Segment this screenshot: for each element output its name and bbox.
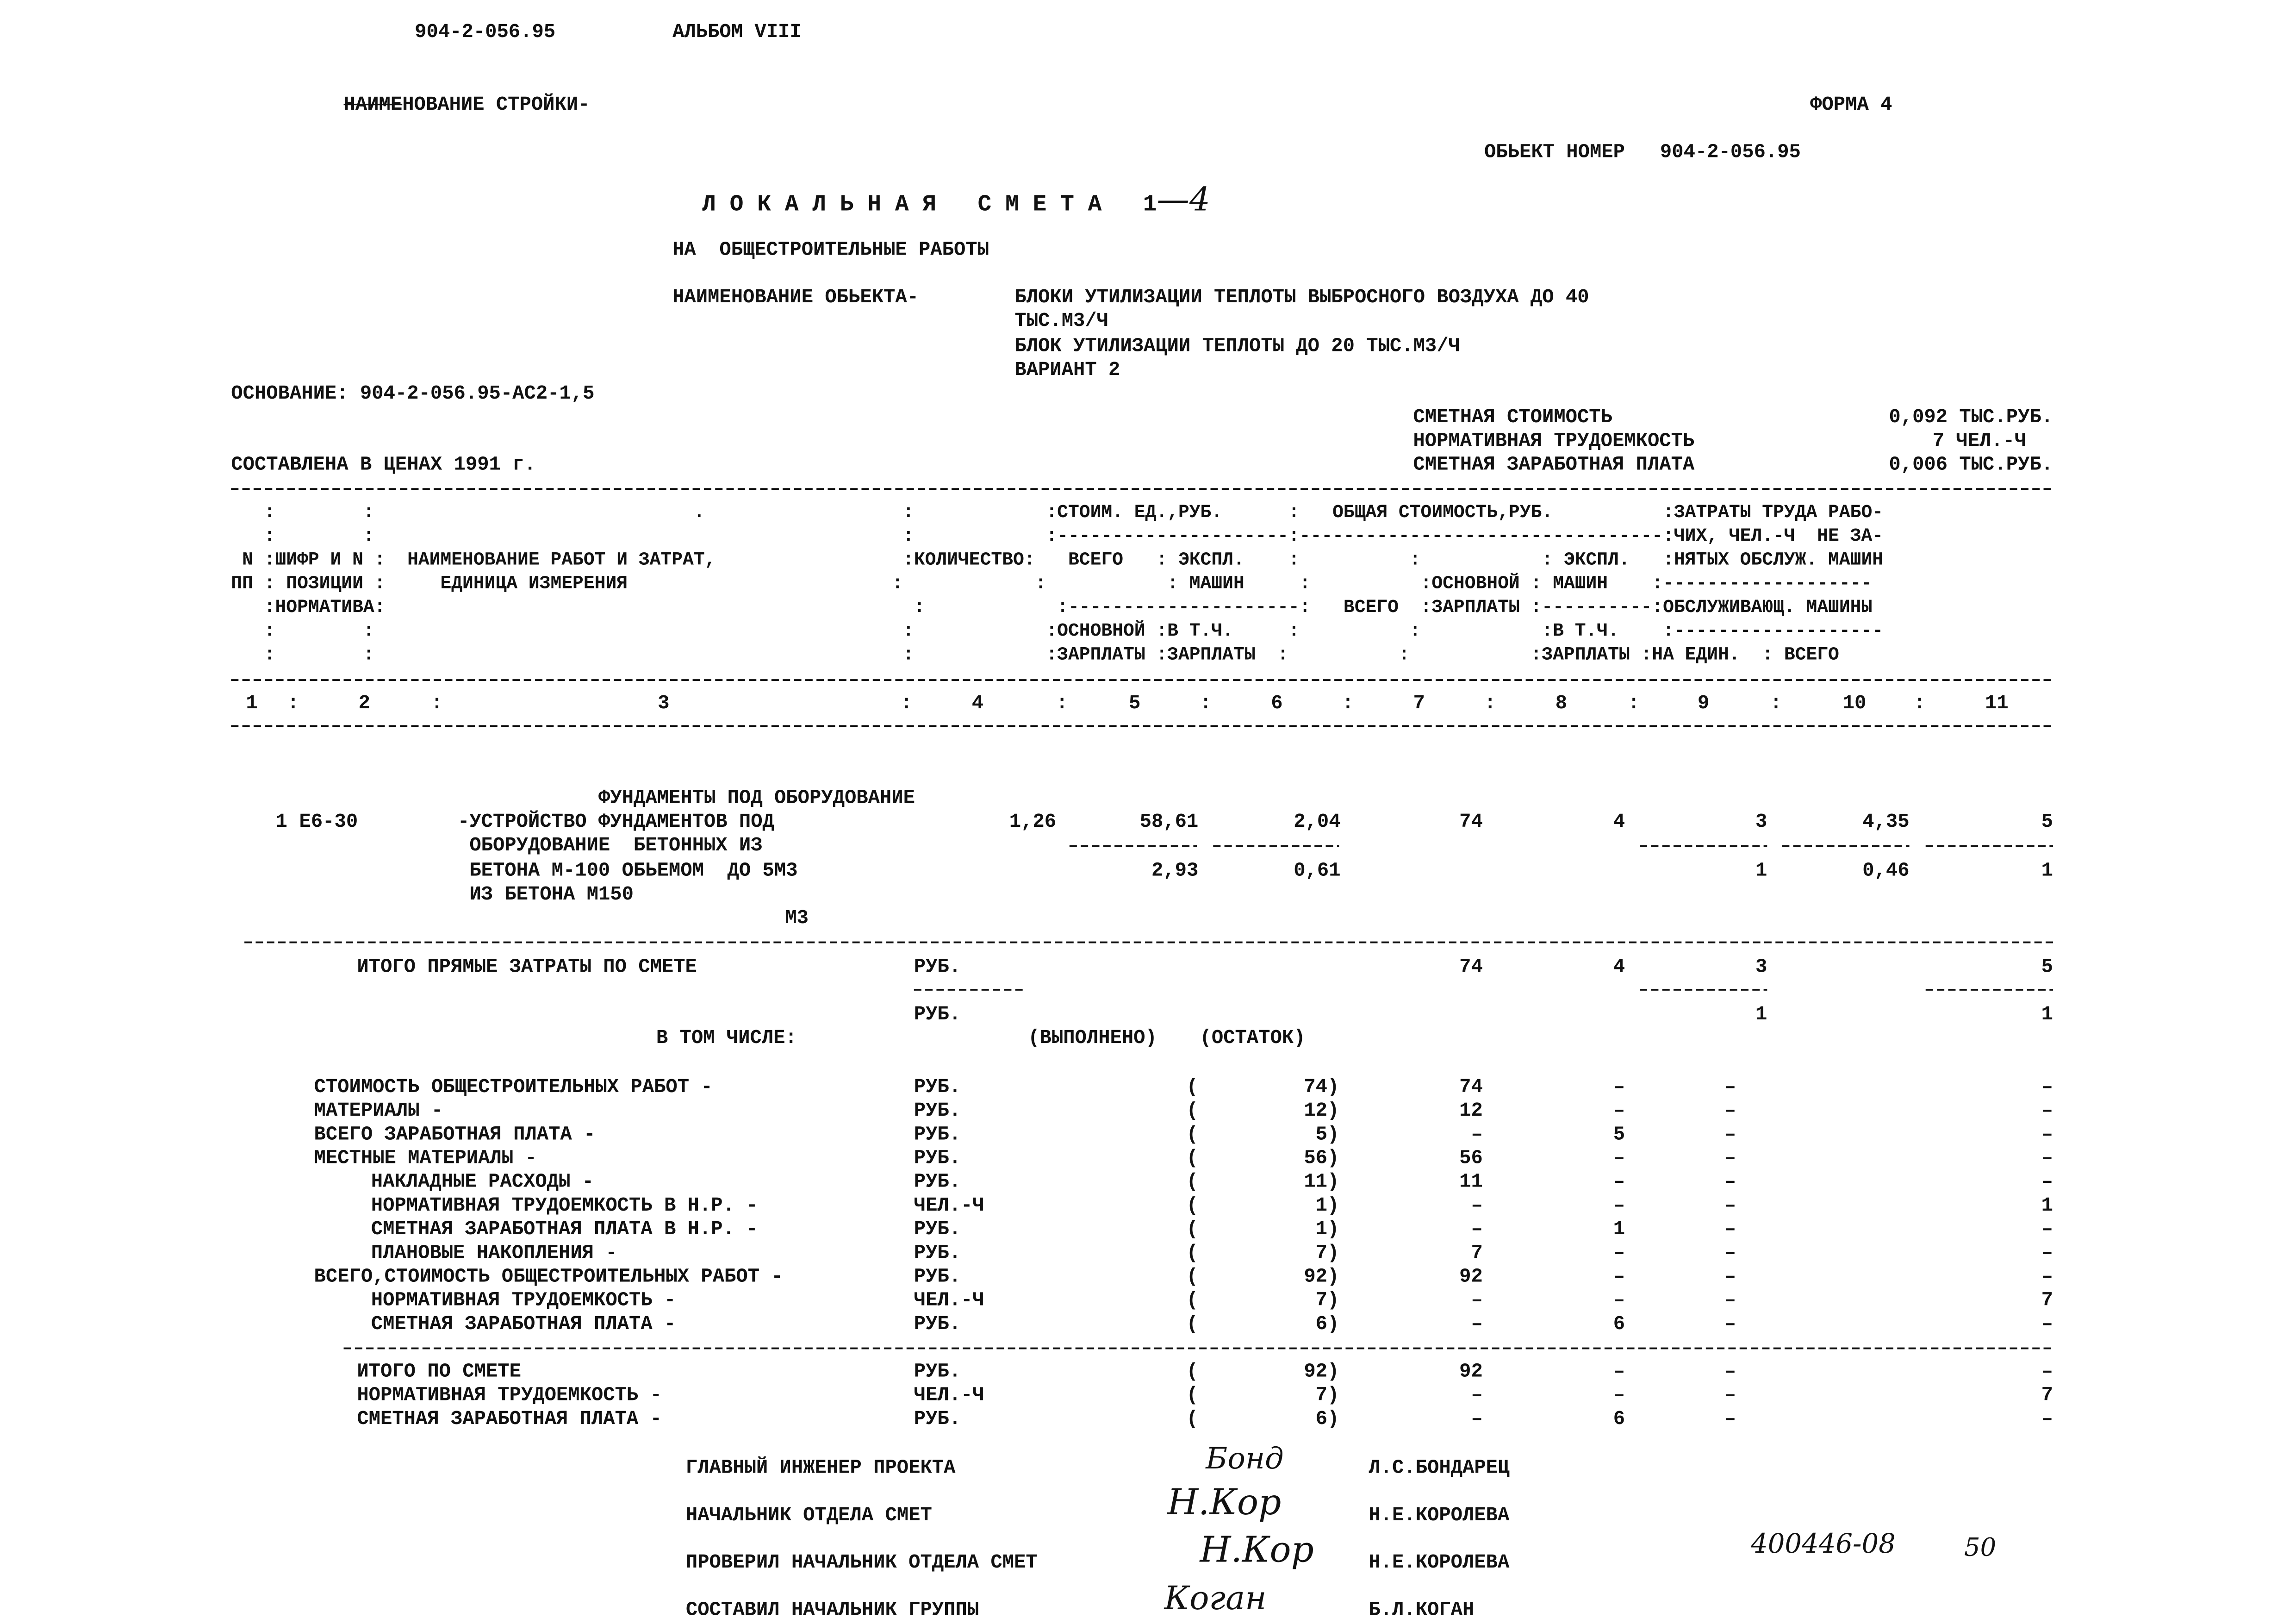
row-label: НАКЛАДНЫЕ РАСХОДЫ - bbox=[371, 1170, 594, 1193]
row-label: СМЕТНАЯ ЗАРАБОТНАЯ ПЛАТА - bbox=[357, 1407, 662, 1430]
rest-label: (ОСТАТОК) bbox=[1200, 1027, 1306, 1049]
labor-total: – bbox=[2041, 1218, 2053, 1240]
open-paren: ( bbox=[1186, 1265, 1199, 1288]
col-sep: : bbox=[1484, 692, 1496, 714]
completed-value: 7) bbox=[1315, 1289, 1339, 1312]
base-wage: – bbox=[1613, 1075, 1625, 1098]
item-unit: М3 bbox=[785, 906, 809, 929]
completed-value: 7) bbox=[1315, 1384, 1339, 1406]
total-cost: 92 bbox=[1459, 1360, 1483, 1383]
done-label: (ВЫПОЛНЕНО) bbox=[1028, 1027, 1157, 1049]
unit-machine: 2,04 bbox=[1294, 810, 1341, 833]
total-cost: – bbox=[1471, 1194, 1483, 1217]
item-number: 1 bbox=[275, 810, 287, 833]
completed-value: 12) bbox=[1304, 1099, 1339, 1122]
machine-cost: – bbox=[1724, 1289, 1736, 1312]
total-cost: – bbox=[1471, 1384, 1483, 1406]
completed-value: 7) bbox=[1315, 1242, 1339, 1264]
row-label: ИТОГО ПРЯМЫЕ ЗАТРАТЫ ПО СМЕТЕ bbox=[357, 956, 697, 978]
base-wage: 6 bbox=[1613, 1312, 1625, 1335]
work-type: НА ОБЩЕСТРОИТЕЛЬНЫЕ РАБОТЫ bbox=[672, 238, 989, 261]
base-wage: – bbox=[1613, 1242, 1625, 1264]
col-number: 5 bbox=[1128, 692, 1141, 714]
unit-total: 58,61 bbox=[1139, 810, 1199, 833]
item-desc: БЕТОНА М-100 ОБЬЕМОМ ДО 5М3 bbox=[457, 859, 798, 882]
machine-cost: – bbox=[1724, 1360, 1736, 1383]
col-number: 4 bbox=[971, 692, 984, 714]
row-label: НОРМАТИВНАЯ ТРУДОЕМКОСТЬ В Н.Р. - bbox=[371, 1194, 758, 1217]
signer-role: СОСТАВИЛ НАЧАЛЬНИК ГРУППЫ bbox=[685, 1599, 979, 1621]
col-number: 2 bbox=[358, 692, 370, 714]
base-wage: – bbox=[1613, 1384, 1625, 1406]
header-line: : : . : :СТОИМ. ЕД.,РУБ. : ОБЩАЯ СТОИМОСТЬ,РУБ. :ЗАТРАТЫ ТРУДА РАБО- bbox=[231, 502, 1884, 523]
album-label: АЛЬБОМ VIII bbox=[672, 20, 802, 43]
completed-value: 11) bbox=[1304, 1170, 1339, 1193]
col-number: 3 bbox=[658, 692, 670, 714]
open-paren: ( bbox=[1186, 1170, 1199, 1193]
labor-unit: 0,46 bbox=[1862, 859, 1910, 882]
col-sep: : bbox=[1342, 692, 1354, 714]
basis: ОСНОВАНИЕ: 904-2-056.95-АС2-1,5 bbox=[231, 382, 595, 405]
labor-unit: 4,35 bbox=[1862, 810, 1910, 833]
base-wage: 4 bbox=[1613, 956, 1625, 978]
handwritten-number: —4 bbox=[1157, 182, 1210, 219]
base-wage: 1 bbox=[1613, 1218, 1625, 1240]
row-unit: РУБ. bbox=[914, 1360, 961, 1383]
row-unit: РУБ. bbox=[914, 1003, 961, 1025]
including-label: В ТОМ ЧИСЛЕ: bbox=[656, 1027, 797, 1049]
machine-cost: 3 bbox=[1755, 810, 1767, 833]
row-label: СМЕТНАЯ ЗАРАБОТНАЯ ПЛАТА - bbox=[371, 1312, 676, 1335]
col-sep: : bbox=[1200, 692, 1212, 714]
open-paren: ( bbox=[1186, 1360, 1199, 1383]
col-number: 7 bbox=[1413, 692, 1425, 714]
base-wage: 6 bbox=[1613, 1407, 1625, 1430]
col-sep: : bbox=[431, 692, 443, 714]
machine-wage: 1 bbox=[1755, 1003, 1767, 1025]
signature-image: Н.Кор bbox=[1167, 1481, 1282, 1524]
total-cost: 56 bbox=[1459, 1147, 1483, 1169]
prices-note: СОСТАВЛЕНА В ЦЕНАХ 1991 г. bbox=[231, 453, 536, 476]
signer-name: Н.Е.КОРОЛЕВА bbox=[1369, 1504, 1510, 1526]
machine-cost: – bbox=[1724, 1242, 1736, 1264]
total-cost: 92 bbox=[1459, 1265, 1483, 1288]
summary-value: 0,092 ТЫС.РУБ. bbox=[1889, 406, 2053, 428]
machine-cost: – bbox=[1724, 1312, 1736, 1335]
total-cost: – bbox=[1471, 1218, 1483, 1240]
struck-text: НАИМЕ bbox=[343, 93, 403, 116]
labor-total: – bbox=[2041, 1265, 2053, 1288]
open-paren: ( bbox=[1186, 1384, 1199, 1406]
completed-value: 74) bbox=[1304, 1075, 1339, 1098]
row-unit: РУБ. bbox=[914, 1099, 961, 1122]
machine-cost: – bbox=[1724, 1170, 1736, 1193]
total-cost: – bbox=[1471, 1123, 1483, 1146]
completed-value: 6) bbox=[1315, 1312, 1339, 1335]
row-label: МАТЕРИАЛЫ - bbox=[314, 1099, 443, 1122]
row-label: МЕСТНЫЕ МАТЕРИАЛЫ - bbox=[314, 1147, 537, 1169]
row-label: НОРМАТИВНАЯ ТРУДОЕМКОСТЬ - bbox=[357, 1384, 662, 1406]
col-number: 1 bbox=[246, 692, 258, 714]
stamp-code: 400446-08 bbox=[1751, 1529, 1896, 1561]
open-paren: ( bbox=[1186, 1075, 1199, 1098]
row-label: ПЛАНОВЫЕ НАКОПЛЕНИЯ - bbox=[371, 1242, 617, 1264]
col-number: 11 bbox=[1985, 692, 2009, 714]
row-unit: РУБ. bbox=[914, 1242, 961, 1264]
total-cost: 7 bbox=[1471, 1242, 1483, 1264]
row-unit: РУБ. bbox=[914, 956, 961, 978]
machine-cost: – bbox=[1724, 1099, 1736, 1122]
signer-name: Н.Е.КОРОЛЕВА bbox=[1369, 1551, 1510, 1574]
col-sep: : bbox=[1914, 692, 1926, 714]
signature-image: Н.Кор bbox=[1200, 1529, 1314, 1571]
item-desc: -УСТРОЙСТВО ФУНДАМЕНТОВ ПОД bbox=[457, 810, 774, 833]
row-label: СМЕТНАЯ ЗАРАБОТНАЯ ПЛАТА В Н.Р. - bbox=[371, 1218, 758, 1240]
open-paren: ( bbox=[1186, 1407, 1199, 1430]
labor-total: – bbox=[2041, 1407, 2053, 1430]
doc-code: 904-2-056.95 bbox=[415, 20, 556, 43]
row-unit: РУБ. bbox=[914, 1218, 961, 1240]
summary-value: 7 ЧЕЛ.-Ч bbox=[1932, 430, 2027, 452]
page-number: 50 bbox=[1964, 1533, 1997, 1563]
col-number: 8 bbox=[1555, 692, 1568, 714]
open-paren: ( bbox=[1186, 1289, 1199, 1312]
col-number: 10 bbox=[1842, 692, 1867, 714]
base-wage: 4 bbox=[1613, 810, 1625, 833]
object-line: БЛОК УТИЛИЗАЦИИ ТЕПЛОТЫ ДО 20 ТЫС.М3/Ч bbox=[1014, 335, 1460, 357]
item-desc: ИЗ БЕТОНА М150 bbox=[457, 883, 634, 906]
open-paren: ( bbox=[1186, 1312, 1199, 1335]
labor-total: 1 bbox=[2041, 859, 2053, 882]
signer-name: Л.С.БОНДАРЕЦ bbox=[1369, 1456, 1510, 1479]
row-unit: РУБ. bbox=[914, 1075, 961, 1098]
completed-value: 56) bbox=[1304, 1147, 1339, 1169]
base-wage: 5 bbox=[1613, 1123, 1625, 1146]
object-line: БЛОКИ УТИЛИЗАЦИИ ТЕПЛОТЫ ВЫБРОСНОГО ВОЗДУХА ДО 40 bbox=[1014, 286, 1589, 308]
header-line: : : : :---------------------:---------------------------------:ЧИХ, ЧЕЛ.-Ч НЕ ЗА- bbox=[231, 526, 1884, 547]
machine-cost: – bbox=[1724, 1218, 1736, 1240]
row-unit: ЧЕЛ.-Ч bbox=[914, 1289, 984, 1312]
row-unit: ЧЕЛ.-Ч bbox=[914, 1194, 984, 1217]
header-line: N :ШИФР И N : НАИМЕНОВАНИЕ РАБОТ И ЗАТРАТ, :КОЛИЧЕСТВО: ВСЕГО : ЭКСПЛ. : : : ЭКСПЛ. :НЯТЫХ ОБСЛУЖ. МАШИН bbox=[231, 550, 1884, 571]
completed-value: 6) bbox=[1315, 1407, 1339, 1430]
item-code: Е6-30 bbox=[299, 810, 358, 833]
base-wage: – bbox=[1613, 1099, 1625, 1122]
machine-cost: – bbox=[1724, 1194, 1736, 1217]
open-paren: ( bbox=[1186, 1123, 1199, 1146]
row-label: ВСЕГО ЗАРАБОТНАЯ ПЛАТА - bbox=[314, 1123, 596, 1146]
col-number: 9 bbox=[1697, 692, 1710, 714]
open-paren: ( bbox=[1186, 1099, 1199, 1122]
row-unit: РУБ. bbox=[914, 1312, 961, 1335]
labor-total: – bbox=[2041, 1075, 2053, 1098]
signature-image: Бонд bbox=[1206, 1440, 1284, 1476]
base-wage: – bbox=[1613, 1194, 1625, 1217]
header-line: : : : :ЗАРПЛАТЫ :ЗАРПЛАТЫ : : :ЗАРПЛАТЫ :НА ЕДИН. : ВСЕГО bbox=[231, 644, 1839, 666]
row-label: НОРМАТИВНАЯ ТРУДОЕМКОСТЬ - bbox=[371, 1289, 676, 1312]
labor-total: – bbox=[2041, 1147, 2053, 1169]
row-label: ИТОГО ПО СМЕТЕ bbox=[357, 1360, 521, 1383]
object-line: ТЫС.М3/Ч bbox=[1014, 309, 1109, 332]
summary-label: СМЕТНАЯ СТОИМОСТЬ bbox=[1413, 406, 1613, 428]
total-cost: 74 bbox=[1459, 1075, 1483, 1098]
summary-label: НОРМАТИВНАЯ ТРУДОЕМКОСТЬ bbox=[1413, 430, 1695, 452]
total-cost: – bbox=[1471, 1312, 1483, 1335]
col-sep: : bbox=[1056, 692, 1068, 714]
row-unit: РУБ. bbox=[914, 1147, 961, 1169]
row-unit: ЧЕЛ.-Ч bbox=[914, 1384, 984, 1406]
open-paren: ( bbox=[1186, 1242, 1199, 1264]
total-cost: 12 bbox=[1459, 1099, 1483, 1122]
labor-total: – bbox=[2041, 1099, 2053, 1122]
signer-role: ПРОВЕРИЛ НАЧАЛЬНИК ОТДЕЛА СМЕТ bbox=[685, 1551, 1038, 1574]
row-unit: РУБ. bbox=[914, 1407, 961, 1430]
header-line: : : : :ОСНОВНОЙ :В Т.Ч. : : :В Т.Ч. :------------------- bbox=[231, 621, 1884, 642]
labor-total: 5 bbox=[2041, 810, 2053, 833]
item-desc: ОБОРУДОВАНИЕ БЕТОННЫХ ИЗ bbox=[457, 834, 763, 856]
row-unit: РУБ. bbox=[914, 1123, 961, 1146]
base-wage: – bbox=[1613, 1360, 1625, 1383]
signer-role: ГЛАВНЫЙ ИНЖЕНЕР ПРОЕКТА bbox=[685, 1456, 956, 1479]
signer-role: НАЧАЛЬНИК ОТДЕЛА СМЕТ bbox=[685, 1504, 932, 1526]
labor-total: 1 bbox=[2041, 1194, 2053, 1217]
completed-value: 1) bbox=[1315, 1218, 1339, 1240]
labor-total: 7 bbox=[2041, 1289, 2053, 1312]
summary-label: СМЕТНАЯ ЗАРАБОТНАЯ ПЛАТА bbox=[1413, 453, 1695, 476]
row-unit: РУБ. bbox=[914, 1170, 961, 1193]
header-line: :НОРМАТИВА: : :---------------------: ВСЕГО :ЗАРПЛАТЫ :----------:ОБСЛУЖИВАЮЩ. МАШИНЫ bbox=[231, 597, 1873, 618]
labor-total: – bbox=[2041, 1170, 2053, 1193]
col-sep: : bbox=[1628, 692, 1640, 714]
section-title: ФУНДАМЕНТЫ ПОД ОБОРУДОВАНИЕ bbox=[598, 787, 915, 809]
col-sep: : bbox=[900, 692, 913, 714]
col-sep: : bbox=[287, 692, 299, 714]
form-label: ФОРМА 4 bbox=[1810, 93, 1892, 116]
row-label: СТОИМОСТЬ ОБЩЕСТРОИТЕЛЬНЫХ РАБОТ - bbox=[314, 1075, 713, 1098]
labor-total: – bbox=[2041, 1242, 2053, 1264]
summary-value: 0,006 ТЫС.РУБ. bbox=[1889, 453, 2053, 476]
completed-value: 92) bbox=[1304, 1265, 1339, 1288]
machine-cost: – bbox=[1724, 1384, 1736, 1406]
signer-name: Б.Л.КОГАН bbox=[1369, 1599, 1475, 1621]
machine-cost: – bbox=[1724, 1265, 1736, 1288]
machine-cost: – bbox=[1724, 1147, 1736, 1169]
completed-value: 1) bbox=[1315, 1194, 1339, 1217]
machine-cost: 3 bbox=[1755, 956, 1767, 978]
base-wage: – bbox=[1613, 1289, 1625, 1312]
base-wage: – bbox=[1613, 1265, 1625, 1288]
labor-total: – bbox=[2041, 1123, 2053, 1146]
estimate-title: Л О К А Л Ь Н А Я С М Е Т А 1—4 bbox=[702, 182, 1210, 219]
open-paren: ( bbox=[1186, 1218, 1199, 1240]
unit-machine-wage: 0,61 bbox=[1294, 859, 1341, 882]
machine-cost: – bbox=[1724, 1123, 1736, 1146]
signature-image: Коган bbox=[1164, 1581, 1267, 1618]
total-cost: 74 bbox=[1459, 956, 1483, 978]
machine-cost: – bbox=[1724, 1075, 1736, 1098]
labor-total: – bbox=[2041, 1360, 2053, 1383]
completed-value: 92) bbox=[1304, 1360, 1339, 1383]
object-number: ОБЬЕКТ НОМЕР 904-2-056.95 bbox=[1484, 141, 1801, 163]
unit-wage: 2,93 bbox=[1151, 859, 1199, 882]
row-label: ВСЕГО,СТОИМОСТЬ ОБЩЕСТРОИТЕЛЬНЫХ РАБОТ - bbox=[314, 1265, 783, 1288]
col-number: 6 bbox=[1271, 692, 1283, 714]
open-paren: ( bbox=[1186, 1147, 1199, 1169]
base-wage: – bbox=[1613, 1170, 1625, 1193]
col-sep: : bbox=[1770, 692, 1782, 714]
labor-total: – bbox=[2041, 1312, 2053, 1335]
machine-wage: 1 bbox=[1755, 859, 1767, 882]
object-label: НАИМЕНОВАНИЕ ОБЬЕКТА- bbox=[672, 286, 919, 308]
base-wage: – bbox=[1613, 1147, 1625, 1169]
completed-value: 5) bbox=[1315, 1123, 1339, 1146]
header-line: ПП : ПОЗИЦИИ : ЕДИНИЦА ИЗМЕРЕНИЯ : : : МАШИН : :ОСНОВНОЙ : МАШИН :------------------- bbox=[231, 573, 1873, 594]
total-cost: – bbox=[1471, 1289, 1483, 1312]
open-paren: ( bbox=[1186, 1194, 1199, 1217]
labor-total: 5 bbox=[2041, 956, 2053, 978]
labor-total: 7 bbox=[2041, 1384, 2053, 1406]
object-line: ВАРИАНТ 2 bbox=[1014, 358, 1120, 381]
row-unit: РУБ. bbox=[914, 1265, 961, 1288]
labor-total: 1 bbox=[2041, 1003, 2053, 1025]
construction-label: НАИМЕНОВАНИЕ СТРОЙКИ- bbox=[343, 93, 590, 116]
total-cost: 74 bbox=[1459, 810, 1483, 833]
total-cost: 11 bbox=[1459, 1170, 1483, 1193]
machine-cost: – bbox=[1724, 1407, 1736, 1430]
total-cost: – bbox=[1471, 1407, 1483, 1430]
item-qty: 1,26 bbox=[1009, 810, 1057, 833]
